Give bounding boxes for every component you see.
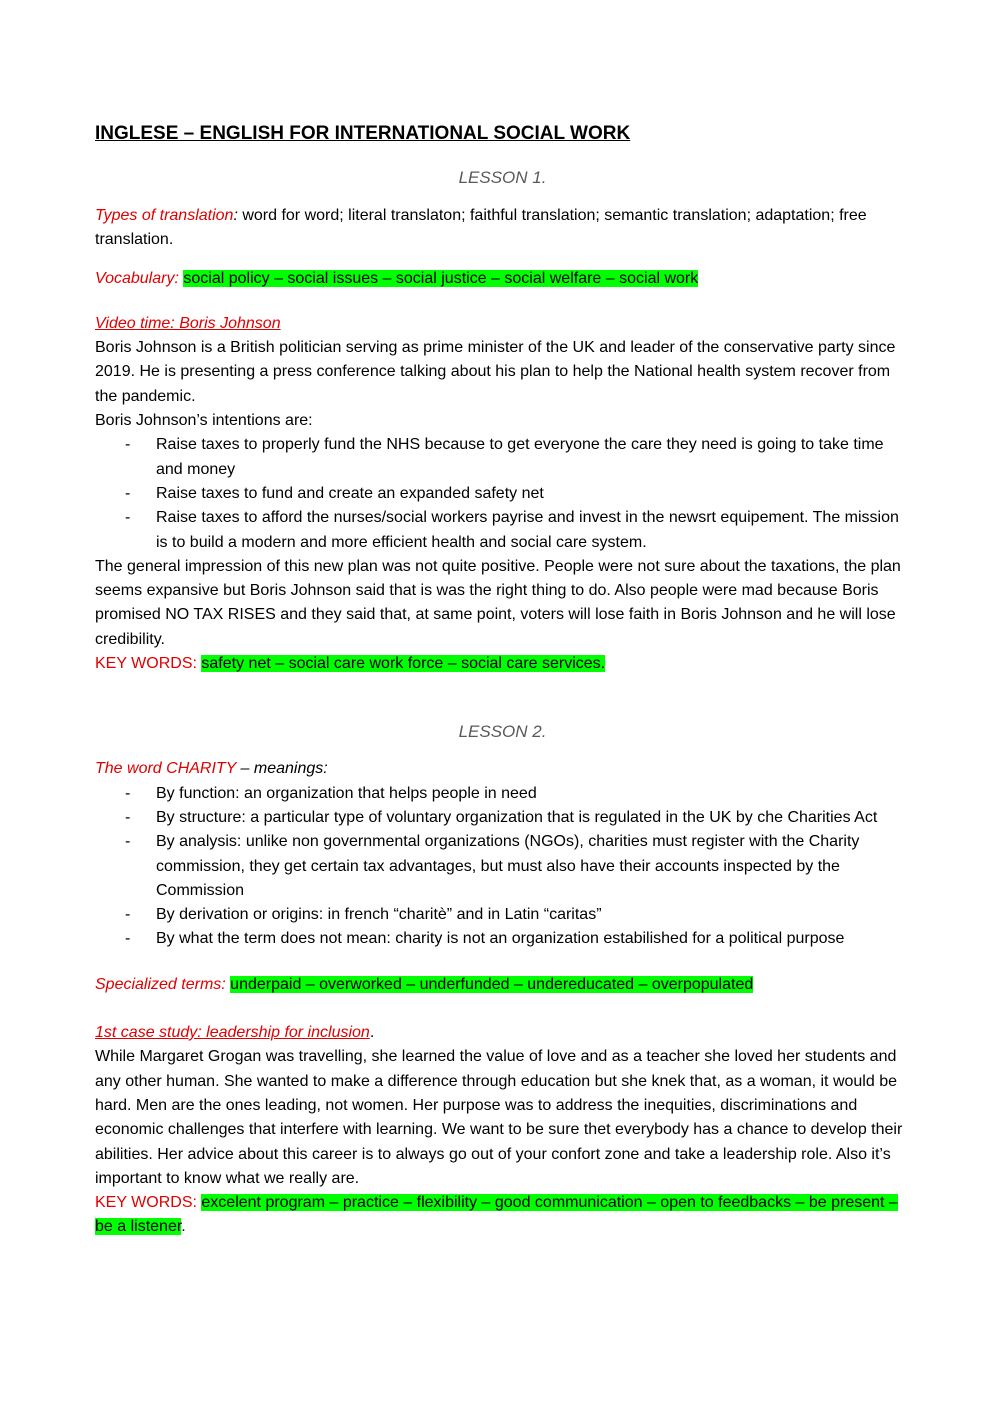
keywords-highlight: safety net – social care work force – social care services. xyxy=(201,655,606,673)
vocabulary-label: Vocabulary: xyxy=(95,269,179,287)
keywords-end: . xyxy=(181,1218,186,1236)
specialized-label: Specialized terms: xyxy=(95,975,226,993)
boris-paragraph-1: Boris Johnson is a British politician serving as prime minister of the UK and leader of the conservative party since 2019. He is presenting a press conference talking about his plan to help the National health system recover from the pandemic. xyxy=(95,339,896,405)
types-label: Types of translation xyxy=(95,207,234,224)
charity-suffix: – meanings: xyxy=(236,760,328,778)
list-item: - By derivation or origins: in french “charitè” and in Latin “caritas” xyxy=(95,903,910,927)
keywords-highlight: excelent program – practice – flexibility – good communication – open to feedbacks – be present – be a listener xyxy=(95,1194,898,1236)
list-item: - By structure: a particular type of voluntary organization that is regulated in the UK by che Charities Act xyxy=(95,806,910,830)
list-item: - Raise taxes to properly fund the NHS because to get everyone the care they need is going to take time and money xyxy=(95,433,910,482)
list-item: - Raise taxes to afford the nurses/social workers payrise and invest in the newsrt equipement. The mission is to build a modern and more efficient health and social care system. xyxy=(95,506,910,555)
vocabulary-highlight: social policy – social issues – social justice – social welfare – social work xyxy=(183,269,699,287)
case-study-paragraph: While Margaret Grogan was travelling, she learned the value of love and as a teacher she loved her students and any other human. She wanted to make a difference through education but she knek that, as a woman, it would be hard. Men are the ones leading, not women. Her purpose was to address the inequities, discriminations and economic challenges that interfere with learning. We want to be sure thet everybody has a chance to develop their abilities. Her advice about this career is to always go out of your confort zone and take a leadership role. Also it’s important to know what we really are. xyxy=(95,1048,903,1187)
list-item: - By what the term does not mean: charity is not an organization estabilished for a political purpose xyxy=(95,927,910,951)
list-item: - By analysis: unlike non governmental organizations (NGOs), charities must register with the Charity commission, they get certain tax advantages, but must also have their accounts inspected by the Commission xyxy=(95,830,910,903)
keywords-label: KEY WORDS: xyxy=(95,655,197,673)
case-study-title xyxy=(95,1021,910,1045)
keywords-label: KEY WORDS: xyxy=(95,1194,197,1212)
intentions-intro: Boris Johnson’s intentions are: xyxy=(95,412,313,430)
video-title: Video time: Boris Johnson xyxy=(95,314,281,332)
case-study-title-text: 1st case study: leadership for inclusion xyxy=(95,1024,370,1042)
vocabulary-line xyxy=(95,267,910,291)
boris-paragraph-2: The general impression of this new plan was not quite positive. People were not sure about the taxations, the plan seems expansive but Boris Johnson said that is was the right thing to do. Also people were mad because Boris promised NO TAX RISES and they said that, at same point, voters will lose faith in Boris Johnson and he will lose credibility. xyxy=(95,557,901,648)
lesson-2-heading: LESSON 2. xyxy=(458,722,547,742)
types-of-translation xyxy=(95,204,910,253)
specialized-terms xyxy=(95,973,910,997)
list-item: - Raise taxes to fund and create an expanded safety net xyxy=(95,482,910,506)
lesson-2-keywords xyxy=(95,1191,910,1240)
charity-meanings-list xyxy=(95,782,910,952)
specialized-highlight: underpaid – overworked – underfunded – undereducated – overpopulated xyxy=(230,975,754,993)
intentions-list xyxy=(95,433,910,554)
lesson-1-heading: LESSON 1. xyxy=(458,168,547,187)
charity-heading xyxy=(95,757,910,781)
lesson-1-keywords xyxy=(95,652,910,676)
types-text: word for word; literal translaton; faithful translation; semantic translation; adaptation; free translation. xyxy=(95,207,867,249)
case-study-title-end: . xyxy=(369,1024,375,1042)
charity-label: The word CHARITY xyxy=(95,760,237,778)
document-title: INGLESE – ENGLISH FOR INTERNATIONAL SOCIAL WORK xyxy=(95,123,631,144)
list-item: - By function: an organization that helps people in need xyxy=(95,782,910,806)
types-colon: : xyxy=(233,207,238,224)
document-content xyxy=(95,119,910,1240)
